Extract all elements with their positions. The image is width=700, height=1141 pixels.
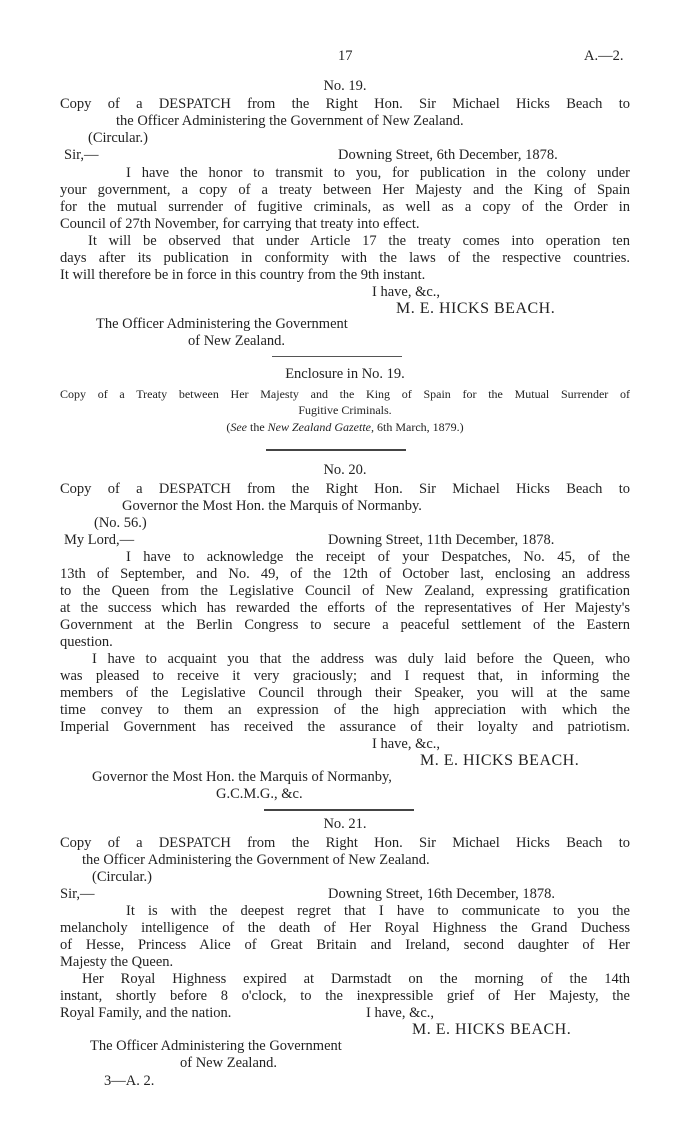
- body-line: question.: [60, 634, 113, 650]
- despatch-reference: (Circular.): [92, 869, 152, 885]
- addressee-cont: of New Zealand.: [180, 1055, 278, 1071]
- despatch-number: No. 20.: [323, 462, 367, 478]
- enclosure-title-cont: Fugitive Criminals.: [298, 403, 392, 417]
- signature-mark: 3—A. 2.: [104, 1073, 155, 1089]
- despatch-title: Copy of a DESPATCH from the Right Hon. Sir Michael Hicks Beach to: [60, 96, 630, 112]
- body-line: Royal Family, and the nation.: [60, 1005, 232, 1021]
- body-line: for the mutual surrender of fugitive criminals, as well as a copy of the Order in: [60, 199, 630, 215]
- addressee: The Officer Administering the Government: [90, 1038, 342, 1054]
- body-line: It is with the deepest regret that I have to communicate to you the: [126, 903, 630, 919]
- enclosure-title: Copy of a Treaty between Her Majesty and the King of Spain for the Mutual Surrender of: [60, 387, 630, 401]
- signature: M. E. HICKS BEACH.: [420, 752, 580, 769]
- despatch-title: Copy of a DESPATCH from the Right Hon. Sir Michael Hicks Beach to: [60, 481, 630, 497]
- addressee: Governor the Most Hon. the Marquis of Normanby,: [92, 769, 392, 785]
- body-line: I have the honor to transmit to you, for publication in the colony under: [126, 165, 630, 181]
- body-line: members of the Legislative Council through their Speaker, you will at the same: [60, 685, 630, 701]
- despatch-reference: (Circular.): [88, 130, 148, 146]
- despatch-title-cont: Governor the Most Hon. the Marquis of Normanby.: [122, 498, 422, 514]
- gazette-name: New Zealand Gazette,: [267, 420, 374, 434]
- body-line: Council of 27th November, for carrying that treaty into effect.: [60, 216, 420, 232]
- addressee-cont: G.C.M.G., &c.: [216, 786, 303, 802]
- document-code: A.—2.: [584, 48, 624, 64]
- despatch-number: No. 19.: [323, 78, 367, 94]
- body-line: of Hesse, Princess Alice of Great Britain and Ireland, second daughter of Her: [60, 937, 630, 953]
- place-date: Downing Street, 11th December, 1878.: [328, 532, 555, 548]
- gazette-date: 6th March, 1879.): [377, 420, 464, 434]
- body-line: Her Royal Highness expired at Darmstadt on the morning of the 14th: [82, 971, 630, 987]
- enclosure-heading: Enclosure in No. 19.: [285, 366, 405, 382]
- salutation: My Lord,—: [64, 532, 135, 548]
- body-line: at the success which has rewarded the efforts of the representatives of Her Majesty's: [60, 600, 630, 616]
- page-number: 17: [338, 48, 353, 64]
- despatch-title-cont: the Officer Administering the Government of New Zealand.: [82, 852, 430, 868]
- enclosure-reference: (See the New Zealand Gazette, 6th March, 1879.): [226, 420, 464, 434]
- despatch-number: No. 21.: [323, 816, 367, 832]
- signature: M. E. HICKS BEACH.: [396, 300, 556, 317]
- place-date: Downing Street, 6th December, 1878.: [338, 147, 558, 163]
- signature: M. E. HICKS BEACH.: [412, 1021, 572, 1038]
- body-line: Government at the Berlin Congress to secure a peaceful settlement of the Eastern: [60, 617, 630, 633]
- body-line: Majesty the Queen.: [60, 954, 174, 970]
- closing: I have, &c.,: [372, 736, 441, 752]
- body-line: days after its publication in conformity with the laws of the respective countries.: [60, 250, 630, 266]
- see-word: See: [230, 420, 247, 434]
- place-date: Downing Street, 16th December, 1878.: [328, 886, 555, 902]
- body-line: was pleased to receive it very graciously; and I request that, in informing the: [60, 668, 630, 684]
- despatch-title-cont: the Officer Administering the Government of New Zealand.: [116, 113, 464, 129]
- body-line: It will be observed that under Article 17 the treaty comes into operation ten: [88, 233, 630, 249]
- salutation: Sir,—: [64, 147, 99, 163]
- body-line: I have to acquaint you that the address was duly laid before the Queen, who: [92, 651, 630, 667]
- body-line: 13th of September, and No. 49, of the 12th of October last, enclosing an address: [60, 566, 630, 582]
- salutation: Sir,—: [60, 886, 95, 902]
- body-line: your government, a copy of a treaty between Her Majesty and the King of Spain: [60, 182, 630, 198]
- body-line: It will therefore be in force in this country from the 9th instant.: [60, 267, 426, 283]
- section-divider: [272, 356, 402, 357]
- closing: I have, &c.,: [366, 1005, 435, 1021]
- section-divider: [266, 449, 406, 451]
- despatch-title: Copy of a DESPATCH from the Right Hon. Sir Michael Hicks Beach to: [60, 835, 630, 851]
- body-line: I have to acknowledge the receipt of your Despatches, No. 45, of the: [126, 549, 630, 565]
- body-line: instant, shortly before 8 o'clock, to the inexpressible grief of Her Majesty, the: [60, 988, 630, 1004]
- body-line: melancholy intelligence of the death of Her Royal Highness the Grand Duchess: [60, 920, 630, 936]
- addressee-cont: of New Zealand.: [188, 333, 286, 349]
- body-line: time convey to them an expression of the high appreciation with which the: [60, 702, 630, 718]
- body-line: to the Queen from the Legislative Council of New Zealand, expressing gratification: [60, 583, 630, 599]
- despatch-reference: (No. 56.): [94, 515, 147, 531]
- closing: I have, &c.,: [372, 284, 441, 300]
- section-divider: [264, 809, 414, 811]
- see-the: the: [250, 420, 265, 434]
- addressee: The Officer Administering the Government: [96, 316, 348, 332]
- body-line: Imperial Government has received the assurance of their loyalty and patriotism.: [60, 719, 630, 735]
